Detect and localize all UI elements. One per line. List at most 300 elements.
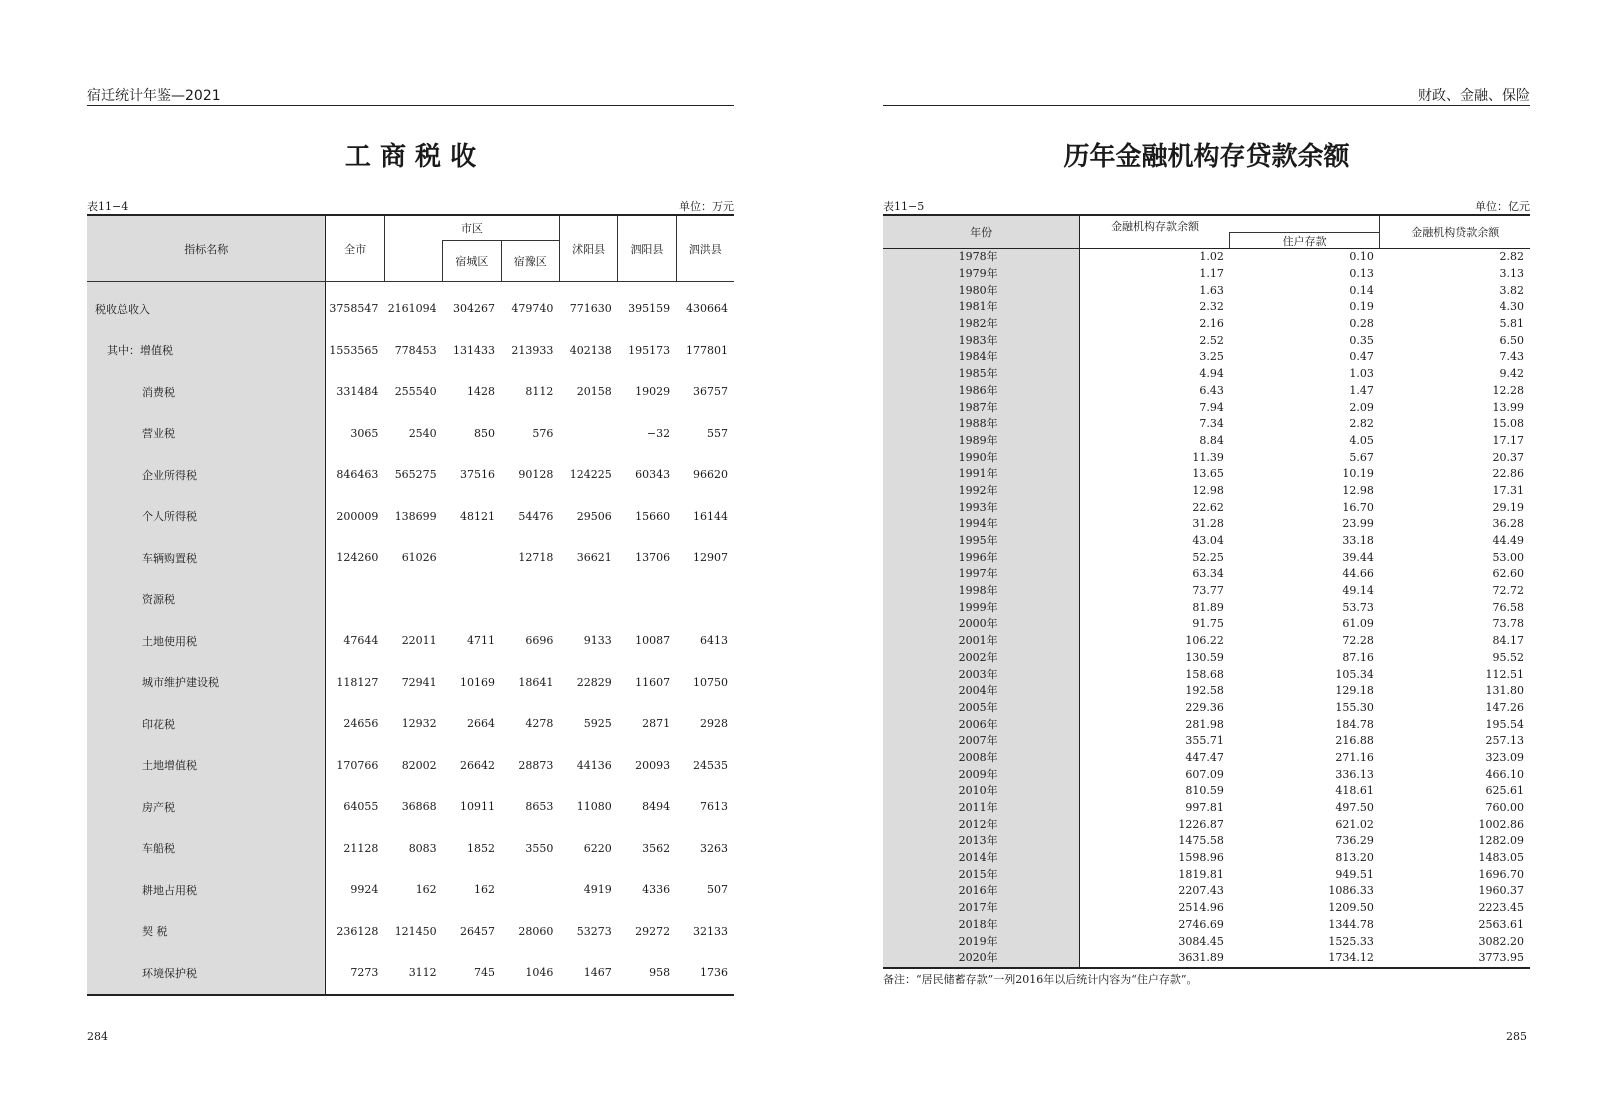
- table-cell: 22.86: [1492, 467, 1524, 481]
- table-cell: 1344.78: [1328, 917, 1374, 931]
- year-cell: 1983年: [883, 332, 1080, 349]
- table-cell: 48121: [460, 509, 496, 523]
- table-cell: 430664: [686, 302, 728, 316]
- table-row: [883, 449, 1530, 466]
- table-cell: 3.82: [1499, 283, 1524, 297]
- table-cell: 162: [415, 883, 437, 897]
- year-cell: 2003年: [883, 666, 1080, 683]
- table-row: [883, 866, 1530, 883]
- table-row: [87, 579, 734, 621]
- table-cell: 0.35: [1349, 333, 1374, 347]
- table-cell: 10911: [460, 800, 496, 814]
- year-cell: 2005年: [883, 700, 1080, 717]
- table-cell: 20158: [576, 385, 612, 399]
- table-cell: 19029: [635, 385, 671, 399]
- table-cell: 6696: [525, 634, 554, 648]
- table-cell: 1.47: [1349, 383, 1374, 397]
- table-cell: [384, 579, 442, 621]
- table-cell: 2.82: [1349, 417, 1374, 431]
- table-row: [883, 533, 1530, 550]
- table-cell: 6413: [700, 634, 728, 648]
- table-cell: 7.43: [1499, 350, 1524, 364]
- year-cell: 1995年: [883, 533, 1080, 550]
- table-cell: 5925: [583, 717, 612, 731]
- page-title: 工 商 税 收: [344, 142, 477, 172]
- table-row: [883, 633, 1530, 650]
- table-cell: 813.20: [1335, 851, 1374, 865]
- col-header-sihong: 泗洪县: [676, 215, 734, 282]
- table-cell: 147.26: [1485, 700, 1524, 714]
- table-cell: 1.03: [1349, 367, 1374, 381]
- table-number-right: 表11−5: [883, 200, 925, 213]
- table-cell: 1525.33: [1328, 934, 1374, 948]
- table-cell: 1428: [467, 385, 496, 399]
- table-cell: 158.68: [1185, 667, 1224, 681]
- table-row: [883, 282, 1530, 299]
- table-cell: 121450: [394, 924, 437, 938]
- table-cell: 1736: [676, 952, 734, 995]
- table-cell: 43.04: [1192, 534, 1224, 548]
- table-cell: 576: [532, 426, 554, 440]
- table-cell: [326, 579, 384, 621]
- table-cell: 129.18: [1335, 684, 1374, 698]
- table-cell: 91.75: [1192, 617, 1224, 631]
- year-cell: 1987年: [883, 399, 1080, 416]
- table-cell: [618, 579, 676, 621]
- table-cell: 9133: [583, 634, 612, 648]
- table-cell: 192.58: [1185, 684, 1224, 698]
- table-cell: 130.59: [1185, 650, 1224, 664]
- row-label: 城市维护建设税: [87, 662, 326, 704]
- table-cell: 62.60: [1492, 567, 1524, 581]
- year-cell: 2015年: [883, 866, 1080, 883]
- col-header-urban: 市区: [384, 215, 559, 241]
- row-label: 环境保护税: [87, 952, 326, 995]
- page-number: 284: [87, 1030, 108, 1043]
- table-cell: 82002: [401, 758, 437, 772]
- table-cell: 304267: [453, 302, 496, 316]
- table-cell: 39.44: [1342, 550, 1374, 564]
- running-header: 宿迁统计年鉴—2021: [87, 88, 221, 104]
- table-cell: 3065: [350, 426, 379, 440]
- table-cell: 37516: [460, 468, 496, 482]
- table-cell: 20093: [635, 758, 671, 772]
- table-row: [883, 900, 1530, 917]
- table-cell: 2207.43: [1178, 884, 1224, 898]
- table-cell: 13706: [635, 551, 671, 565]
- table-cell: 61026: [401, 551, 437, 565]
- table-cell: 736.29: [1335, 834, 1374, 848]
- row-label: 个人所得税: [87, 496, 326, 538]
- row-label: 车船税: [87, 828, 326, 870]
- table-cell: 2664: [467, 717, 496, 731]
- row-label: 税收总收入: [87, 282, 326, 330]
- table-cell: 73.77: [1192, 584, 1224, 598]
- year-cell: 1985年: [883, 366, 1080, 383]
- col-header-siyang: 泗阳县: [618, 215, 676, 282]
- table-row: [87, 745, 734, 787]
- table-cell: 2223.45: [1478, 901, 1524, 915]
- row-label: 印花税: [87, 703, 326, 745]
- year-cell: 2008年: [883, 750, 1080, 767]
- table-cell: 13.65: [1192, 467, 1224, 481]
- table-cell: 1209.50: [1328, 901, 1374, 915]
- table-cell: 3758547: [329, 302, 379, 316]
- year-cell: 2013年: [883, 833, 1080, 850]
- col-header-deposit-label: 金融机构存款余额: [1111, 220, 1200, 233]
- table-cell: 84.17: [1492, 634, 1524, 648]
- table-cell: 170766: [336, 758, 379, 772]
- table-cell: 95.52: [1492, 650, 1524, 664]
- table-cell: 507: [707, 883, 728, 897]
- year-cell: 1979年: [883, 266, 1080, 283]
- table-cell: 1734.12: [1230, 950, 1380, 968]
- year-cell: 1999年: [883, 599, 1080, 616]
- year-cell: 2017年: [883, 900, 1080, 917]
- table-row: [883, 483, 1530, 500]
- year-cell: 1992年: [883, 483, 1080, 500]
- table-row: [87, 537, 734, 579]
- year-cell: 2002年: [883, 650, 1080, 667]
- table-cell: 36868: [401, 800, 437, 814]
- year-cell: 2000年: [883, 616, 1080, 633]
- table-row: [883, 316, 1530, 333]
- table-cell: 26457: [460, 924, 496, 938]
- table-cell: 1.17: [1199, 267, 1224, 281]
- table-cell: 63.34: [1192, 567, 1224, 581]
- table-row: [87, 662, 734, 704]
- table-cell: 4.94: [1199, 367, 1224, 381]
- unit-label-right: 单位：亿元: [1475, 200, 1530, 213]
- table-cell: 846463: [336, 468, 379, 482]
- table-cell: 271.16: [1335, 750, 1374, 764]
- table-cell: 4336: [642, 883, 671, 897]
- table-row: [87, 952, 734, 995]
- table-cell: 1960.37: [1478, 884, 1524, 898]
- year-cell: 2007年: [883, 733, 1080, 750]
- table-cell: 28060: [518, 924, 554, 938]
- table-cell: 958: [618, 952, 676, 995]
- year-cell: 2010年: [883, 783, 1080, 800]
- table-cell: 200009: [336, 509, 379, 523]
- table-cell: 1226.87: [1178, 817, 1224, 831]
- table-cell: 323.09: [1485, 750, 1524, 764]
- table-cell: 9924: [350, 883, 379, 897]
- table-row: [883, 833, 1530, 850]
- year-cell: 2001年: [883, 633, 1080, 650]
- table-row: [883, 750, 1530, 767]
- table-cell: 138699: [394, 509, 437, 523]
- table-cell: 355.71: [1185, 734, 1224, 748]
- col-header-urban-blank: [384, 241, 442, 282]
- table-cell: 850: [474, 426, 496, 440]
- table-cell: 1553565: [329, 343, 379, 357]
- table-cell: 0.47: [1349, 350, 1374, 364]
- table-cell: 10750: [693, 675, 728, 689]
- year-cell: 2012年: [883, 816, 1080, 833]
- table-cell: 12.28: [1492, 383, 1524, 397]
- table-row: [883, 399, 1530, 416]
- year-cell: 1996年: [883, 549, 1080, 566]
- table-row: [87, 786, 734, 828]
- table-cell: 8083: [408, 841, 437, 855]
- table-cell: 16144: [693, 509, 728, 523]
- table-cell: 760.00: [1485, 801, 1524, 815]
- table-cell: 466.10: [1485, 767, 1524, 781]
- col-header-all: 全市: [326, 215, 384, 282]
- table-cell: 17.31: [1492, 483, 1524, 497]
- table-cell: 44.49: [1492, 534, 1524, 548]
- table-cell: 36757: [693, 385, 728, 399]
- table-row: [883, 516, 1530, 533]
- table-cell: 29.19: [1492, 500, 1524, 514]
- table-cell: 1852: [467, 841, 496, 855]
- table-cell: 61.09: [1342, 617, 1374, 631]
- table-cell: 216.88: [1335, 734, 1374, 748]
- col-header-name: 指标名称: [87, 215, 326, 282]
- table-cell: 8494: [642, 800, 671, 814]
- table-row: [883, 933, 1530, 950]
- table-cell: 12932: [401, 717, 437, 731]
- table-cell: 331484: [336, 385, 379, 399]
- table-cell: [443, 579, 501, 621]
- table-cell: 124260: [336, 551, 379, 565]
- year-cell: 1978年: [883, 249, 1080, 266]
- table-row: [883, 800, 1530, 817]
- table-cell: 11080: [576, 800, 612, 814]
- tax-table: [87, 214, 734, 996]
- table-row: [883, 733, 1530, 750]
- table-cell: 32133: [693, 924, 728, 938]
- table-cell: 8.84: [1199, 433, 1224, 447]
- table-cell: 2928: [700, 717, 728, 731]
- table-cell: 1467: [559, 952, 617, 995]
- table-cell: 479740: [511, 302, 554, 316]
- table-cell: 213933: [511, 343, 554, 357]
- table-cell: 73.78: [1492, 617, 1524, 631]
- table-cell: 236128: [336, 924, 379, 938]
- table-cell: 72.28: [1342, 634, 1374, 648]
- table-cell: 112.51: [1485, 667, 1524, 681]
- table-cell: 23.99: [1342, 517, 1374, 531]
- table-row: [883, 366, 1530, 383]
- table-row: [883, 850, 1530, 867]
- table-row: [883, 616, 1530, 633]
- table-cell: 24656: [343, 717, 379, 731]
- table-cell: 1819.81: [1178, 867, 1224, 881]
- table-cell: 64055: [343, 800, 379, 814]
- table-cell: 2.82: [1499, 250, 1524, 264]
- table-cell: 20.37: [1492, 450, 1524, 464]
- table-cell: 10087: [635, 634, 671, 648]
- row-label: 消费税: [87, 371, 326, 413]
- table-cell: 336.13: [1335, 767, 1374, 781]
- col-header-sucheng: 宿城区: [443, 241, 501, 282]
- year-cell: 1989年: [883, 433, 1080, 450]
- table-row: [883, 700, 1530, 717]
- table-cell: 44136: [576, 758, 612, 772]
- table-cell: 1475.58: [1178, 834, 1224, 848]
- table-row: [87, 828, 734, 870]
- table-cell: 3082.20: [1478, 934, 1524, 948]
- table-cell: 6.43: [1199, 383, 1224, 397]
- table-row: [883, 466, 1530, 483]
- table-cell: 2161094: [387, 302, 437, 316]
- table-cell: 53.73: [1342, 600, 1374, 614]
- table-row: [883, 332, 1530, 349]
- table-row: [883, 249, 1530, 266]
- row-label: 土地使用税: [87, 620, 326, 662]
- table-cell: 4.30: [1499, 300, 1524, 314]
- table-cell: 1046: [501, 952, 559, 995]
- table-note: 备注：“居民储蓄存款”一列2016年以后统计内容为“住户存款”。: [883, 973, 1198, 986]
- row-label: 车辆购置税: [87, 537, 326, 579]
- table-row: [883, 766, 1530, 783]
- table-cell: 1282.09: [1478, 834, 1524, 848]
- table-cell: 90128: [518, 468, 554, 482]
- table-cell: 31.28: [1192, 517, 1224, 531]
- table-cell: 7273: [326, 952, 384, 995]
- table-cell: 3084.45: [1178, 934, 1224, 948]
- year-cell: 1993年: [883, 499, 1080, 516]
- left-page: [0, 0, 804, 1099]
- year-cell: 2018年: [883, 917, 1080, 934]
- table-cell: 17.17: [1492, 433, 1524, 447]
- table-cell: 778453: [394, 343, 437, 357]
- table-row: [883, 566, 1530, 583]
- running-header-right: 财政、金融、保险: [1418, 88, 1530, 104]
- table-cell: 4278: [525, 717, 554, 731]
- table-cell: 2.52: [1199, 333, 1224, 347]
- table-row: [87, 282, 734, 330]
- col-header-suyu: 宿豫区: [501, 241, 559, 282]
- table-cell: 557: [707, 426, 728, 440]
- table-cell: 771630: [569, 302, 612, 316]
- table-cell: 2746.69: [1178, 917, 1224, 931]
- table-cell: 11607: [635, 675, 671, 689]
- table-cell: 10.19: [1342, 467, 1374, 481]
- table-cell: 5.81: [1499, 317, 1524, 331]
- deposit-loan-table: [883, 214, 1530, 969]
- table-row: [883, 783, 1530, 800]
- table-cell: [501, 579, 559, 621]
- year-cell: 1984年: [883, 349, 1080, 366]
- row-label: 房产税: [87, 786, 326, 828]
- table-cell: 418.61: [1335, 784, 1374, 798]
- table-row: [883, 433, 1530, 450]
- table-cell: 44.66: [1342, 567, 1374, 581]
- page-title-right: 历年金融机构存贷款余额: [1063, 142, 1350, 172]
- table-cell: 9.42: [1499, 367, 1524, 381]
- table-cell: 18641: [518, 675, 554, 689]
- table-cell: 21128: [343, 841, 379, 855]
- table-cell: 4711: [467, 634, 496, 648]
- table-cell: 131433: [453, 343, 496, 357]
- table-cell: 402138: [569, 343, 612, 357]
- table-row: [883, 416, 1530, 433]
- page-number-right: 285: [1506, 1030, 1527, 1043]
- table-cell: 12718: [518, 551, 554, 565]
- table-row: [883, 549, 1530, 566]
- table-cell: 6220: [583, 841, 612, 855]
- row-label: 企业所得税: [87, 454, 326, 496]
- header-rule: [87, 105, 734, 106]
- row-label: 营业税: [87, 413, 326, 455]
- table-cell: 997.81: [1185, 801, 1224, 815]
- table-cell: 621.02: [1335, 817, 1374, 831]
- table-cell: 3773.95: [1380, 950, 1530, 968]
- table-row: [883, 883, 1530, 900]
- table-row: [87, 496, 734, 538]
- table-row: [87, 330, 734, 372]
- table-cell: 87.16: [1342, 650, 1374, 664]
- table-cell: 2.16: [1199, 317, 1224, 331]
- table-cell: 53.00: [1492, 550, 1524, 564]
- table-cell: 0.19: [1349, 300, 1374, 314]
- table-cell: [501, 869, 559, 911]
- table-cell: 607.09: [1185, 767, 1224, 781]
- table-cell: 131.80: [1485, 684, 1524, 698]
- table-cell: 29506: [576, 509, 612, 523]
- year-cell: 2016年: [883, 883, 1080, 900]
- col-header-household: [1230, 215, 1380, 249]
- table-cell: 28873: [518, 758, 554, 772]
- table-cell: 4.05: [1349, 433, 1374, 447]
- table-cell: 1086.33: [1328, 884, 1374, 898]
- table-row: [883, 666, 1530, 683]
- table-cell: 76.58: [1492, 600, 1524, 614]
- table-cell: 22011: [401, 634, 437, 648]
- row-label: 土地增值税: [87, 745, 326, 787]
- year-cell: 2014年: [883, 850, 1080, 867]
- table-cell: 565275: [394, 468, 437, 482]
- row-label: 资源税: [87, 579, 326, 621]
- year-cell: 1986年: [883, 383, 1080, 400]
- unit-label: 单位：万元: [679, 200, 734, 213]
- table-cell: 124225: [569, 468, 612, 482]
- table-row: [87, 371, 734, 413]
- table-cell: 155.30: [1335, 700, 1374, 714]
- table-cell: 15660: [635, 509, 671, 523]
- year-cell: 2020年: [883, 950, 1080, 968]
- year-cell: 1980年: [883, 282, 1080, 299]
- table-row: [883, 599, 1530, 616]
- row-label: 其中：增值税: [87, 330, 326, 372]
- table-cell: 24535: [693, 758, 728, 772]
- table-cell: 7613: [700, 800, 728, 814]
- year-cell: 2006年: [883, 716, 1080, 733]
- table-cell: 1002.86: [1478, 817, 1524, 831]
- table-cell: −32: [646, 426, 671, 440]
- table-row: [883, 266, 1530, 283]
- table-cell: 16.70: [1342, 500, 1374, 514]
- year-cell: 1988年: [883, 416, 1080, 433]
- table-cell: 3.13: [1499, 267, 1524, 281]
- table-cell: 12.98: [1192, 483, 1224, 497]
- table-cell: [559, 579, 617, 621]
- table-cell: 6.50: [1499, 333, 1524, 347]
- table-cell: 53273: [576, 924, 612, 938]
- table-cell: 105.34: [1335, 667, 1374, 681]
- row-label: 耕地占用税: [87, 869, 326, 911]
- table-cell: 60343: [635, 468, 671, 482]
- table-cell: 22829: [576, 675, 612, 689]
- table-cell: 22.62: [1192, 500, 1224, 514]
- table-cell: 54476: [518, 509, 554, 523]
- year-cell: 1998年: [883, 583, 1080, 600]
- table-cell: 1.02: [1199, 250, 1224, 264]
- table-cell: 3550: [525, 841, 554, 855]
